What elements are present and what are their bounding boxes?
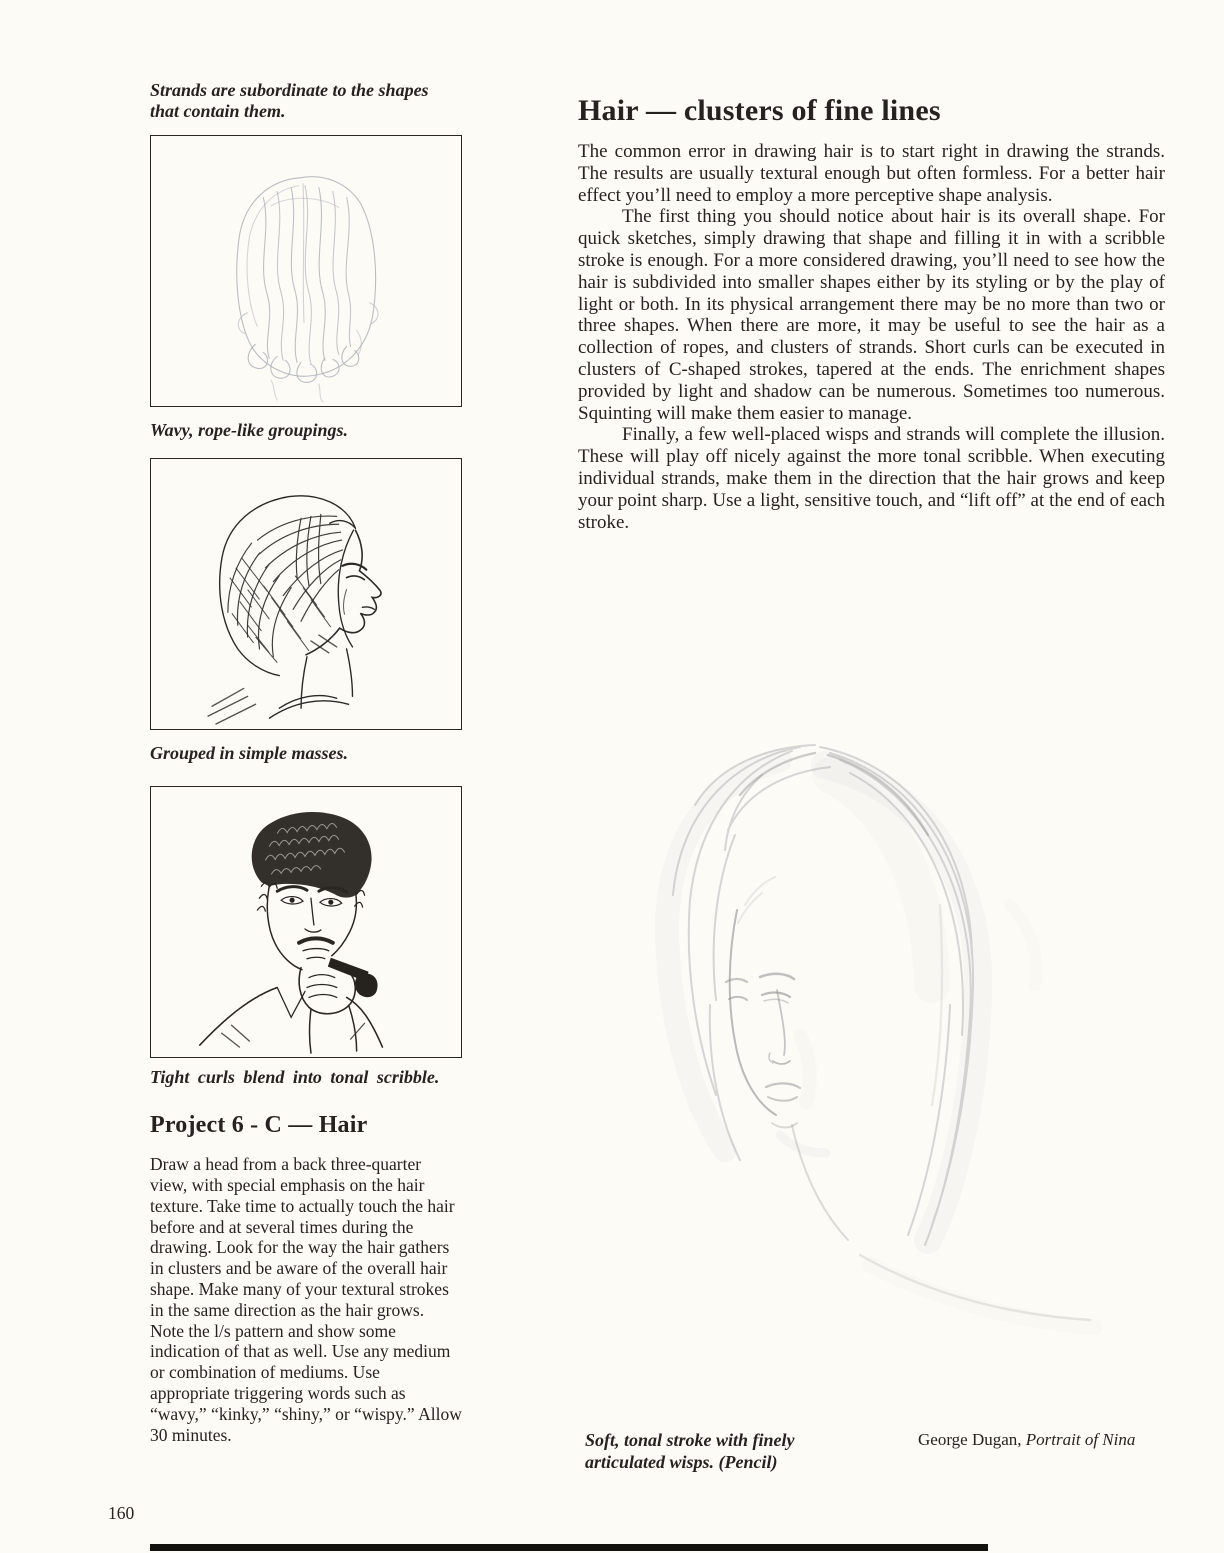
page-number: 160	[108, 1503, 135, 1523]
bottom-scan-bar	[150, 1544, 988, 1551]
figure-caption-masses: Grouped in simple masses.	[150, 743, 349, 764]
article-heading: Hair — clusters of fine lines	[578, 94, 941, 127]
project-body: Draw a head from a back three-quarter view, with special emphasis on the hair texture. Take time to actually touch the hair before and at several times during the drawing. Look for the way the hair gathers in clusters and be aware of the overall hair shape. Make many of your textural strokes in the same direction as the hair grows. Note the l/s pattern and show some indication of that as well. Use any medium or combination of mediums. Use appropriate triggering words such as “wavy,” “kinky,” “shiny,” or “wispy.” Allow 30 minutes.	[150, 1154, 462, 1445]
figure-profile-masses	[150, 458, 462, 730]
curls-sketch-svg	[151, 787, 461, 1057]
figure-caption-wavy: Wavy, rope-like groupings.	[150, 420, 348, 441]
left-column	[150, 80, 462, 1445]
figure-group-caption: Strands are subordinate to the shapes that contain them.	[150, 80, 429, 122]
credit-title: Portrait of Nina	[1025, 1430, 1136, 1449]
article-paragraph-1: The common error in drawing hair is to start right in drawing the strands. The results are usually textural enough but often formless. For a better hair effect you’ll need to employ a more perceptive shape analysis.	[578, 141, 1165, 206]
wavy-hair-sketch-svg	[151, 136, 461, 406]
profile-sketch-svg	[151, 459, 461, 729]
portrait-caption: Soft, tonal stroke with finely articulated wisps. (Pencil)	[585, 1430, 795, 1472]
article-column	[578, 94, 1165, 533]
credit-artist: George Dugan,	[918, 1430, 1022, 1449]
figure-caption-curls: Tight curls blend into tonal scribble.	[150, 1067, 440, 1088]
portrait-credit	[918, 1430, 1135, 1450]
article-paragraph-2: The first thing you should notice about hair is its overall shape. For quick sketches, simply drawing that shape and filling it in with a scribble stroke is enough. For a more considered drawing, you’ll need to see how the hair is subdivided into smaller shapes either by its styling or by the play of light or both. In its physical arrangement there may be no more than two or three shapes. When there are more, it may be useful to see the hair as a collection of ropes, and clusters of strands. Short curls can be executed in clusters of C-shaped strokes, tapered at the ends. The enrichment shapes provided by light and shadow can be numerous. Sometimes too numerous. Squinting will make them easier to manage.	[578, 206, 1165, 424]
article-paragraph-3: Finally, a few well-placed wisps and strands will complete the illusion. These will play off nicely against the more tonal scribble. When executing individual strands, make them in the direction that the hair grows and keep your point sharp. Use a light, sensitive touch, and “lift off” at the end of each stroke.	[578, 424, 1165, 533]
project-heading: Project 6 - C — Hair	[150, 1112, 368, 1139]
figure-tight-curls	[150, 786, 462, 1058]
portrait-figure	[530, 655, 1165, 1430]
figure-wavy-hair	[150, 135, 462, 407]
portrait-sketch-svg	[530, 655, 1165, 1430]
